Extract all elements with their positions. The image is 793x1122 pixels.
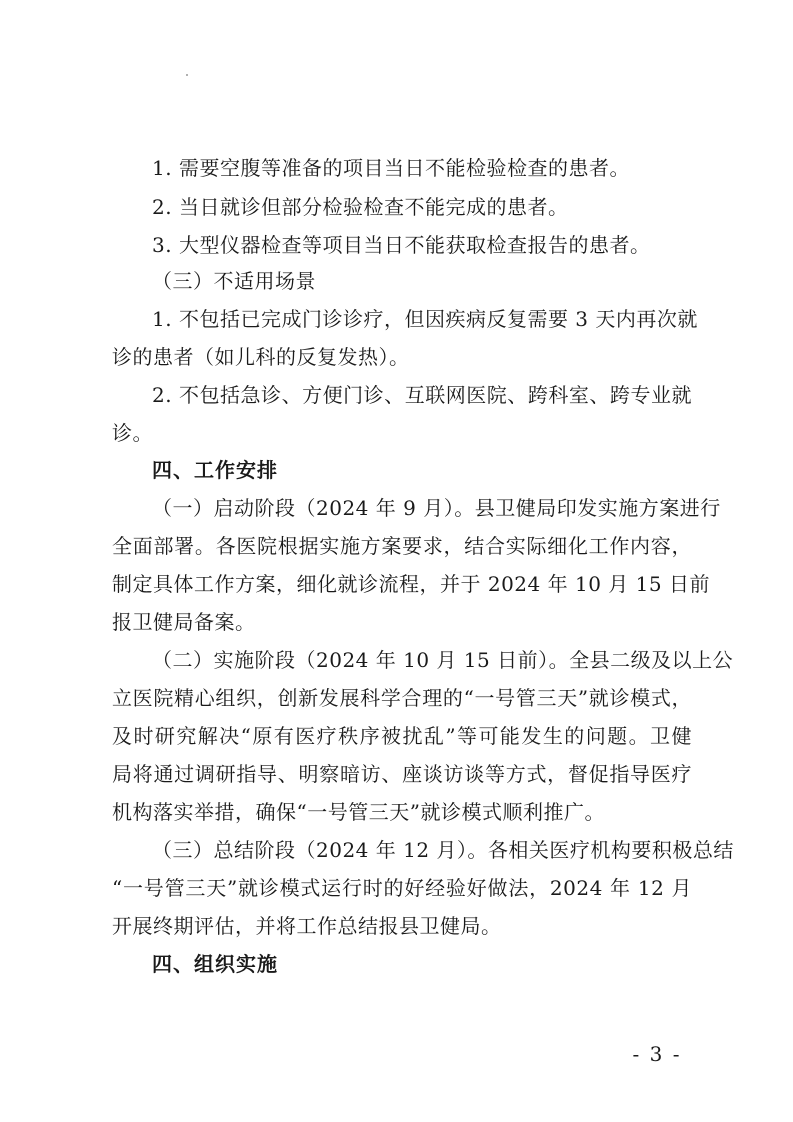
section-heading-organization: 四、组织实施 (152, 952, 278, 976)
list-item-not-applicable-1: 1. 不包括已完成门诊诊疗，但因疾病反复需要 3 天内再次就 (152, 307, 698, 331)
paragraph-launch-phase: （一）启动阶段（2024 年 9 月）。县卫健局印发实施方案进行 (152, 496, 721, 520)
list-item-not-applicable-1-cont: 诊的患者（如儿科的反复发热）。 (112, 345, 410, 369)
section-heading-work-arrangement: 四、工作安排 (152, 458, 278, 482)
paragraph-implementation-phase: （二）实施阶段（2024 年 10 月 15 日前）。全县二级及以上公 (152, 648, 734, 672)
list-item-not-applicable-2-cont: 诊。 (112, 421, 153, 445)
paragraph-implementation-phase-line-2: 立医院精心组织，创新发展科学合理的“一号管三天”就诊模式， (112, 686, 692, 710)
list-item-applicable-1: 1. 需要空腹等准备的项目当日不能检验检查的患者。 (152, 156, 630, 180)
paragraph-summary-phase: （三）总结阶段（2024 年 12 月）。各相关医疗机构要积极总结 (152, 838, 734, 862)
paragraph-summary-phase-line-2: “一号管三天”就诊模式运行时的好经验好做法，2024 年 12 月 (112, 876, 692, 900)
paragraph-launch-phase-line-4: 报卫健局备案。 (112, 610, 256, 634)
scan-speck (186, 74, 188, 76)
paragraph-launch-phase-line-3: 制定具体工作方案，细化就诊流程，并于 2024 年 10 月 15 日前 (112, 572, 710, 596)
paragraph-implementation-phase-line-5: 机构落实举措，确保“一号管三天”就诊模式顺利推广。 (112, 800, 605, 824)
paragraph-launch-phase-line-2: 全面部署。各医院根据实施方案要求，结合实际细化工作内容， (112, 534, 692, 558)
paragraph-implementation-phase-line-4: 局将通过调研指导、明察暗访、座谈访谈等方式，督促指导医疗 (112, 762, 692, 786)
paragraph-implementation-phase-line-3: 及时研究解决“原有医疗秩序被扰乱”等可能发生的问题。卫健 (112, 724, 692, 748)
subheading-not-applicable: （三）不适用场景 (152, 269, 316, 293)
page-number: - 3 - (632, 1042, 682, 1066)
list-item-applicable-3: 3. 大型仪器检查等项目当日不能获取检查报告的患者。 (152, 233, 651, 257)
list-item-not-applicable-2: 2. 不包括急诊、方便门诊、互联网医院、跨科室、跨专业就 (152, 383, 692, 407)
list-item-applicable-2: 2. 当日就诊但部分检验检查不能完成的患者。 (152, 195, 569, 219)
paragraph-summary-phase-line-3: 开展终期评估，并将工作总结报县卫健局。 (112, 914, 502, 938)
